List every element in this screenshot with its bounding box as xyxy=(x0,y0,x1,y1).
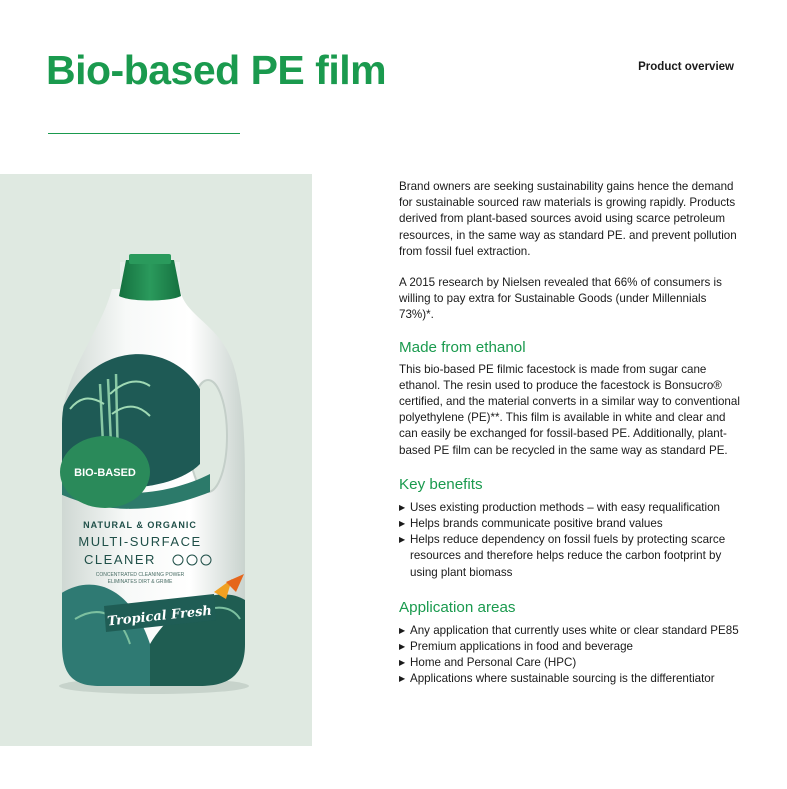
bullet-icon: ▶ xyxy=(399,658,406,668)
title-underline xyxy=(48,133,240,134)
list-item: ▶ Helps brands communicate positive brand values xyxy=(399,516,744,532)
applications-list xyxy=(399,623,744,688)
bullet-icon: ▶ xyxy=(399,674,406,684)
list-item: ▶ Any application that currently uses white or clear standard PE85 xyxy=(399,623,744,639)
list-item: ▶ Home and Personal Care (HPC) xyxy=(399,655,744,671)
content-column xyxy=(399,179,744,688)
bullet-icon: ▶ xyxy=(399,642,406,652)
bullet-icon: ▶ xyxy=(399,502,406,512)
page-title: Bio-based PE film xyxy=(46,47,387,93)
benefits-list xyxy=(399,500,744,581)
list-item: ▶ Premium applications in food and beverage xyxy=(399,639,744,655)
bullet-icon: ▶ xyxy=(399,535,406,545)
product-image xyxy=(0,174,312,746)
intro-paragraph-2: A 2015 research by Nielsen revealed that 66% of consumers is willing to pay extra for Sustainable Goods (under Millennials 73%)*. xyxy=(399,276,722,322)
list-item: ▶ Helps reduce dependency on fossil fuels by protecting scarce resources and therefore helps reduce the carbon footprint by using plant biomass xyxy=(399,533,726,579)
bottle-banner: Tropical Fresh xyxy=(106,603,213,630)
bottle-line-2: MULTI-SURFACE xyxy=(78,534,202,549)
bullet-icon: ▶ xyxy=(399,519,406,529)
section-label: Product overview xyxy=(638,61,734,73)
intro-paragraph-1: Brand owners are seeking sustainability gains hence the demand for sustainable sourced raw materials is growing rapidly. Products derived from plant-based sources avoid using scarce petroleum resources, in the same way as standard PE. and prevent pollution from fossil fuel extraction. xyxy=(399,180,737,258)
section-heading-ethanol: Made from ethanol xyxy=(399,338,526,356)
list-item: ▶ Applications where sustainable sourcing is the differentiator xyxy=(399,671,744,687)
list-item: ▶ Uses existing production methods – with easy requalification xyxy=(399,500,744,516)
bottle-line-1: NATURAL & ORGANIC xyxy=(83,520,197,530)
ethanol-paragraph: This bio-based PE filmic facestock is made from sugar cane ethanol. The resin used to produce the facestock is Bonsucro® certified, and the material converts in a similar way to conventional polyethylene (PE)**. This film is available in white and clear and can easily be exchanged for fossil-based PE. Additionally, plant-based PE film can be recycled in the same way as standard PE. xyxy=(399,362,740,457)
bullet-icon: ▶ xyxy=(399,625,406,635)
bottle-line-3: CLEANER xyxy=(84,552,156,567)
section-heading-applications: Application areas xyxy=(399,598,516,616)
bottle-small-1: CONCENTRATED CLEANING POWER xyxy=(95,572,185,578)
section-heading-benefits: Key benefits xyxy=(399,475,483,493)
bottle-small-2: ELIMINATES DIRT & GRIME xyxy=(107,579,173,585)
bottle-badge: BIO-BASED xyxy=(74,467,136,479)
bottle xyxy=(59,254,250,694)
